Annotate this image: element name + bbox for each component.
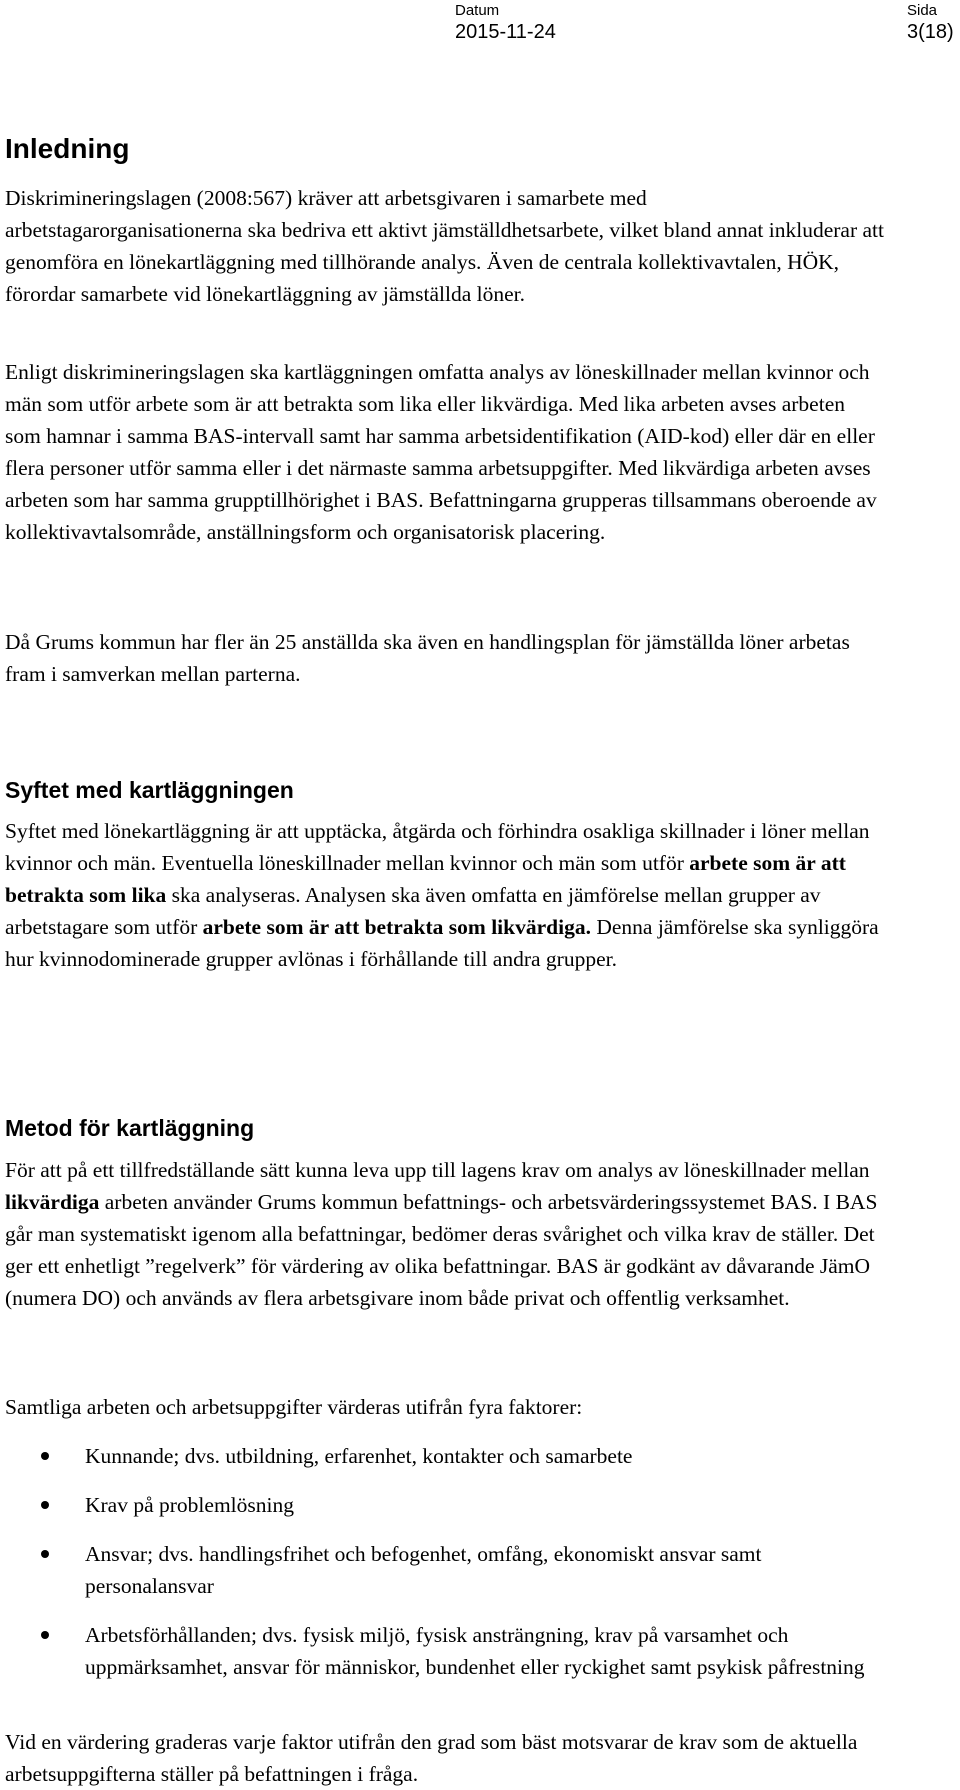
bold-text-likvardiga: arbete som är att betrakta som likvärdiga. [202,915,591,939]
bullet-icon [41,1501,49,1509]
factor-list [5,1440,885,1700]
paragraph-handlingsplan: Då Grums kommun har fler än 25 anställda ska även en handlingsplan för jämställda löner arbetas fram i samverkan mellan parterna. [5,630,850,686]
list-item-text: Ansvar; dvs. handlingsfrihet och befogenhet, omfång, ekonomiskt ansvar samt personalansvar [85,1542,762,1598]
heading-inledning: Inledning [5,133,130,164]
paragraph-gradering: Vid en värdering graderas varje faktor utifrån den grad som bäst motsvarar de krav som de aktuella arbetsuppgifterna ställer på befattningen i fråga. [5,1730,858,1786]
paragraph-syftet [5,815,885,975]
page-number: 3(18) [907,21,954,43]
text-run: För att på ett tillfredställande sätt kunna leva upp till lagens krav om analys av löneskillnader mellan [5,1158,870,1182]
bullet-icon [41,1631,49,1639]
list-item-text: Arbetsförhållanden; dvs. fysisk miljö, fysisk ansträngning, krav på varsamhet och uppmärksamhet, ansvar för människor, bundenhet eller ryckighet samt psykisk påfrestning [85,1623,865,1679]
bold-text-likvardiga: likvärdiga [5,1190,100,1214]
text-run: ska analyseras. Analysen ska även omfatta en jämförelse mellan grupper av arbetstagare som utför [5,883,821,939]
list-item [5,1489,885,1521]
heading-syftet: Syftet med kartläggningen [5,777,294,803]
paragraph-faktorer: Samtliga arbeten och arbetsuppgifter värderas utifrån fyra faktorer: [5,1395,583,1419]
text-run: Denna jämförelse ska synliggöra hur kvinnodominerade grupper avlönas i förhållande till andra grupper. [5,915,879,971]
list-item [5,1440,885,1472]
bullet-icon [41,1452,49,1460]
list-item-text: Krav på problemlösning [85,1493,294,1517]
page-label: Sida [907,2,938,19]
paragraph-diskrimineringslagen: Enligt diskrimineringslagen ska kartläggningen omfatta analys av löneskillnader mellan kvinnor och män som utför arbete som är att betrakta som lika eller likvärdiga. Med lika arbeten avses arbeten som hamnar i samma BAS-intervall samt har samma arbetsidentifikation (AID-kod) eller där en eller flera personer utför samma eller i det närmaste samma arbetsuppgifter. Med likvärdiga arbeten avses arbeten som har samma grupptillhörighet i BAS. Befattningarna grupperas tillsammans oberoende av kollektivavtalsområde, anställningsform och organisatorisk placering. [5,360,877,544]
list-item [5,1619,885,1683]
paragraph-metod [5,1154,885,1314]
list-item-text: Kunnande; dvs. utbildning, erfarenhet, kontakter och samarbete [85,1444,633,1468]
bullet-icon [41,1550,49,1558]
date-value: 2015-11-24 [455,21,556,43]
heading-metod: Metod för kartläggning [5,1115,255,1141]
text-run: arbeten använder Grums kommun befattnings- och arbetsvärderingssystemet BAS. I BAS går man systematiskt igenom alla befattningar, bedömer deras svårighet och vilka krav de ställer. Det ger ett enhetligt ”regelverk” för värdering av olika befattningar. BAS är godkänt av dåvarande JämO (numera DO) och används av flera arbetsgivare inom både privat och offentlig verksamhet. [5,1190,878,1310]
list-item [5,1538,885,1602]
text-run: Syftet med lönekartläggning är att upptäcka, åtgärda och förhindra osakliga skillnader i löner mellan kvinnor och män. Eventuella löneskillnader mellan kvinnor och män som utför [5,819,870,875]
date-label: Datum [455,2,500,19]
paragraph-intro: Diskrimineringslagen (2008:567) kräver att arbetsgivaren i samarbete med arbetstagarorganisationerna ska bedriva ett aktivt jämställdhetsarbete, vilket bland annat inkluderar att genomföra en lönekartläggning med tillhörande analys. Även de centrala kollektivavtalen, HÖK, förordar samarbete vid lönekartläggning av jämställda löner. [5,186,884,306]
bold-text-lika: arbete som är att betrakta som lika [5,851,846,907]
